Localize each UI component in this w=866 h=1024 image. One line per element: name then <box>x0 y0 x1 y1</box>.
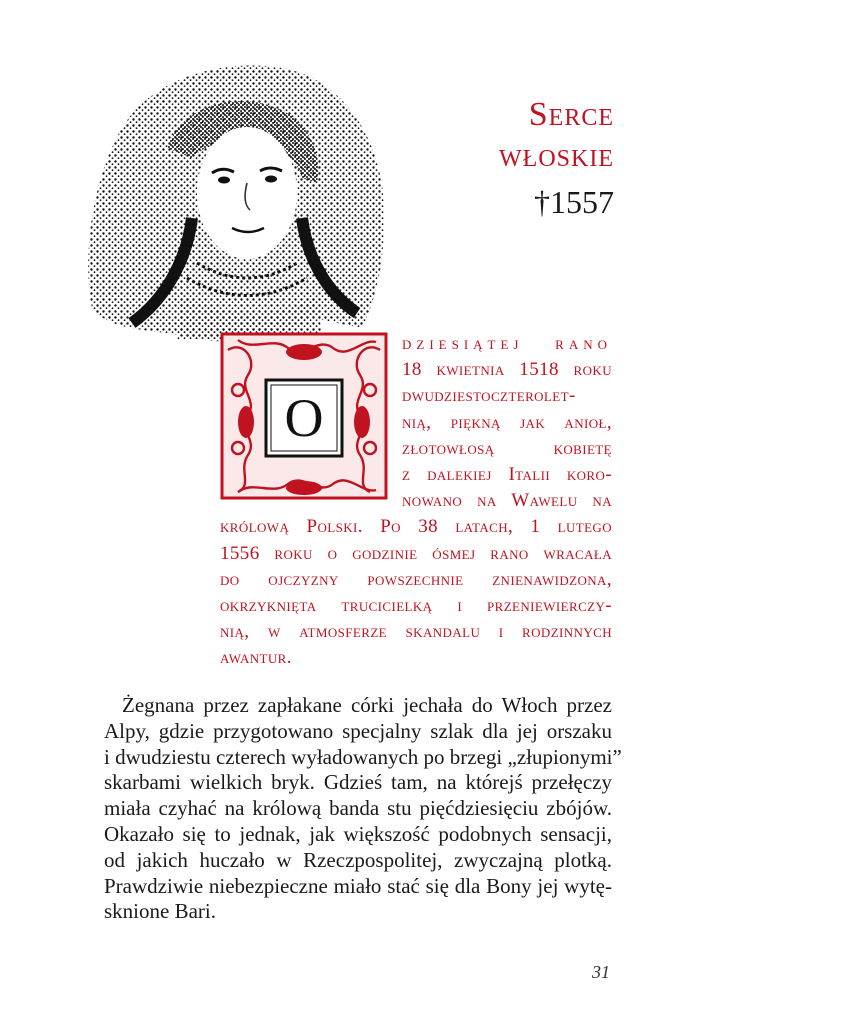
chapter-year: †1557 <box>534 184 614 220</box>
chapter-title <box>499 96 614 222</box>
intro-line: awantur. <box>220 647 292 669</box>
body-line: Alpy, gdzie przygotowano specjalny szlak dla jej orszaku <box>104 718 612 743</box>
intro-line: złotowłosą kobietę <box>402 437 612 459</box>
body-line: Okazało się to jednak, jak większość podobnych sensacji, <box>104 821 612 846</box>
body-line: Prawdziwie niebezpieczne miało stać się dla Bony jej wytę- <box>104 873 612 898</box>
intro-line: z dalekiej Italii koro- <box>402 464 612 486</box>
intro-line: okrzyknięta trucicielką i przeniewierczy- <box>220 595 612 617</box>
portrait-engraving <box>72 58 392 348</box>
intro-line: nią, w atmosferze skandalu i rodzinnych <box>220 621 612 643</box>
body-line: i dwudziestu czterech wyładowanych po brzegi „złupionymi” <box>104 744 622 769</box>
chapter-title-line1: Serce <box>528 96 614 133</box>
intro-line: do ojczyzny powszechnie znienawidzona, <box>220 568 612 590</box>
body-line: skarbami wielkich bryk. Gdzieś tam, na którejś przełęczy <box>104 770 612 795</box>
body-line: Żegnana przez zapłakane córki jechała do Włoch przez <box>122 693 612 717</box>
dropcap-letter: O <box>284 388 324 448</box>
body-line: miała czyhać na królową banda stu pięćdziesięciu zbójów. <box>104 796 612 821</box>
intro-line: królową Polski. Po 38 latach, 1 lutego <box>220 516 612 538</box>
body-line: od jakich huczało w Rzeczpospolitej, zwyczajną plotką. <box>104 847 612 872</box>
intro-line: dwudziestoczterolet- <box>402 385 576 407</box>
page-number: 31 <box>592 962 610 982</box>
intro-line: nowano na Wawelu na <box>402 490 612 512</box>
chapter-title-line2: włoskie <box>499 137 614 174</box>
intro-line: dziesiątej rano <box>402 333 612 354</box>
intro-line: nią, piękną jak anioł, <box>402 411 612 433</box>
body-line: sknione Bari. <box>104 899 216 924</box>
intro-paragraph <box>220 331 612 672</box>
body-paragraph <box>104 693 622 925</box>
intro-line: 1556 roku o godzinie ósmej rano wracała <box>220 542 612 564</box>
intro-line: 18 kwietnia 1518 roku <box>402 359 612 381</box>
